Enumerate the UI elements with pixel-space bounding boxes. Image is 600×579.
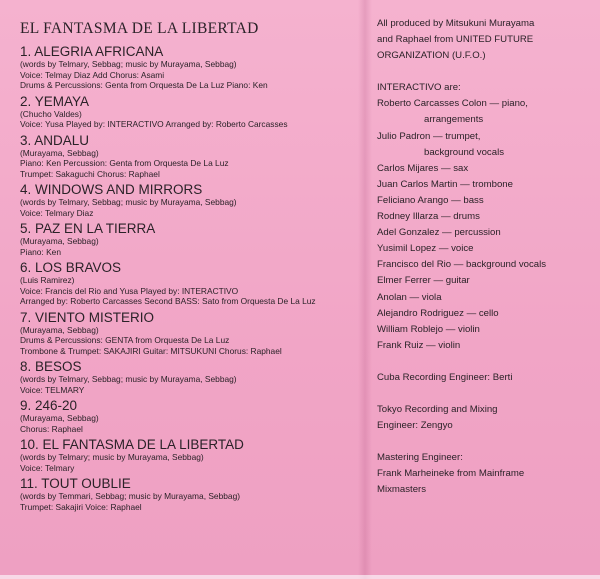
spacer <box>377 434 592 450</box>
interactivo-header: INTERACTIVO are: <box>377 82 461 94</box>
track-title: 3. ANDALU <box>20 132 90 148</box>
track-credit-line: Arranged by: Roberto Carcasses Second BASS: Sato from Orquesta De La Luz <box>20 296 316 306</box>
track-item <box>20 437 355 473</box>
track-item <box>20 221 355 257</box>
member-line: Alejandro Rodriguez — cello <box>377 307 499 319</box>
track-credit-line: Piano: Ken <box>20 246 61 257</box>
member-line: Juan Carlos Martin — trombone <box>377 178 513 190</box>
track-credit-line: (Luis Ramirez) <box>20 275 75 285</box>
track-item <box>20 476 355 512</box>
mastering-line: Mastering Engineer: <box>377 452 463 464</box>
track-item <box>20 398 355 434</box>
track-title: 8. BESOS <box>20 359 82 374</box>
track-credit-line: (words by Temmari, Sebbag; music by Murayama, Sebbag) <box>20 491 241 501</box>
track-credit-line: (Murayama, Sebbag) <box>20 413 99 423</box>
track-credit-line: (words by Telmary; music by Murayama, Sebbag) <box>20 452 204 462</box>
production-line: ORGANIZATION (U.F.O.) <box>377 50 486 62</box>
mastering-line: Mixmasters <box>377 484 427 496</box>
track-credit-line: Voice: TELMARY <box>20 384 85 395</box>
track-title: 1. ALEGRIA AFRICANA <box>20 44 164 59</box>
track-credit-line: Voice: Telmary Diaz <box>20 207 94 218</box>
track-item <box>20 260 355 307</box>
track-credit-line: (words by Telmary, Sebbag; music by Murayama, Sebbag) <box>20 197 237 207</box>
track-item <box>20 359 355 395</box>
track-credit-line: Voice: Francis del Rio and Yusa Played by: INTERACTIVO <box>20 285 239 296</box>
track-title: 10. EL FANTASMA DE LA LIBERTAD <box>20 437 244 452</box>
member-line: Julio Padron — trumpet, <box>377 130 481 142</box>
member-line: Francisco del Rio — background vocals <box>377 259 547 271</box>
member-line: arrangements <box>424 114 484 126</box>
member-line: Rodney Illarza — drums <box>377 211 480 223</box>
track-credit-line: Voice: Telmary <box>20 462 75 473</box>
track-title: 9. 246-20 <box>20 398 78 413</box>
track-item <box>20 94 355 130</box>
member-line: William Roblejo — violin <box>377 323 480 335</box>
track-credit-line: Piano: Ken Percussion: Genta from Orquesta De La Luz <box>20 158 229 168</box>
production-line: All produced by Mitsukuni Murayama <box>377 18 535 29</box>
track-title: 11. TOUT OUBLIE <box>20 476 131 491</box>
member-line: Adel Gonzalez — percussion <box>377 227 501 239</box>
track-title: 2. YEMAYA <box>20 93 90 109</box>
cuba-engineer-credit: Cuba Recording Engineer: Berti <box>377 371 513 383</box>
track-credit-line: Drums & Percussions: GENTA from Orquesta De La Luz <box>20 335 230 345</box>
track-credit-line: (Murayama, Sebbag) <box>20 324 99 335</box>
track-credit-line: Voice: Telmay Diaz Add Chorus: Asami <box>20 69 165 80</box>
spacer <box>377 354 592 370</box>
tracklist-column <box>20 14 355 515</box>
member-line: Feliciano Arango — bass <box>377 194 484 206</box>
member-line: Anolan — viola <box>377 291 442 303</box>
track-credit-line: Trumpet: Sakaguchi Chorus: Raphael <box>20 168 160 179</box>
track-item <box>20 133 355 180</box>
track-item <box>20 44 355 91</box>
page-fold <box>358 0 372 579</box>
track-title: 5. PAZ EN LA TIERRA <box>20 221 156 236</box>
member-line: background vocals <box>424 146 504 158</box>
track-credit-line: Drums & Percussions: Genta from Orquesta De La Luz Piano: Ken <box>20 80 268 90</box>
track-title: 4. WINDOWS AND MIRRORS <box>20 182 203 197</box>
member-line: Carlos Mijares — sax <box>377 162 469 174</box>
mastering-credit <box>377 450 592 498</box>
track-item <box>20 182 355 218</box>
member-line: Roberto Carcasses Colon — piano, <box>377 98 528 110</box>
track-credit-line: (Murayama, Sebbag) <box>20 147 99 158</box>
credits-column <box>377 16 592 498</box>
track-item <box>20 310 355 357</box>
tokyo-engineer-line: Engineer: Zengyo <box>377 420 453 432</box>
production-credit <box>377 16 592 64</box>
tracklist <box>20 44 355 512</box>
track-title: 7. VIENTO MISTERIO <box>20 309 155 325</box>
member-line: Elmer Ferrer — guitar <box>377 275 470 287</box>
track-credit-line: (Chucho Valdes) <box>20 108 82 119</box>
member-line: Yusimil Lopez — voice <box>377 243 474 255</box>
spacer <box>377 64 592 80</box>
track-credit-line: Voice: Yusa Played by: INTERACTIVO Arranged by: Roberto Carcasses <box>20 119 288 129</box>
mastering-line: Frank Marheineke from Mainframe <box>377 468 525 480</box>
page-edge <box>0 575 600 579</box>
tokyo-engineer-credit <box>377 402 592 434</box>
track-credit-line: (Murayama, Sebbag) <box>20 236 99 246</box>
member-list <box>377 96 592 354</box>
tokyo-engineer-line: Tokyo Recording and Mixing <box>377 403 498 415</box>
track-credit-line: Chorus: Raphael <box>20 423 83 434</box>
track-credit-line: Trombone & Trumpet: SAKAJIRI Guitar: MITSUKUNI Chorus: Raphael <box>20 345 282 356</box>
track-title: 6. LOS BRAVOS <box>20 260 122 275</box>
member-line: Frank Ruiz — violin <box>377 339 461 351</box>
track-credit-line: Trumpet: Sakajiri Voice: Raphael <box>20 501 142 512</box>
production-line: and Raphael from UNITED FUTURE <box>377 34 534 46</box>
album-title: EL FANTASMA DE LA LIBERTAD <box>20 20 259 37</box>
track-credit-line: (words by Telmary, Sebbag; music by Murayama, Sebbag) <box>20 374 237 384</box>
track-credit-line: (words by Telmary, Sebbag; music by Murayama, Sebbag) <box>20 59 237 69</box>
spacer <box>377 386 592 402</box>
